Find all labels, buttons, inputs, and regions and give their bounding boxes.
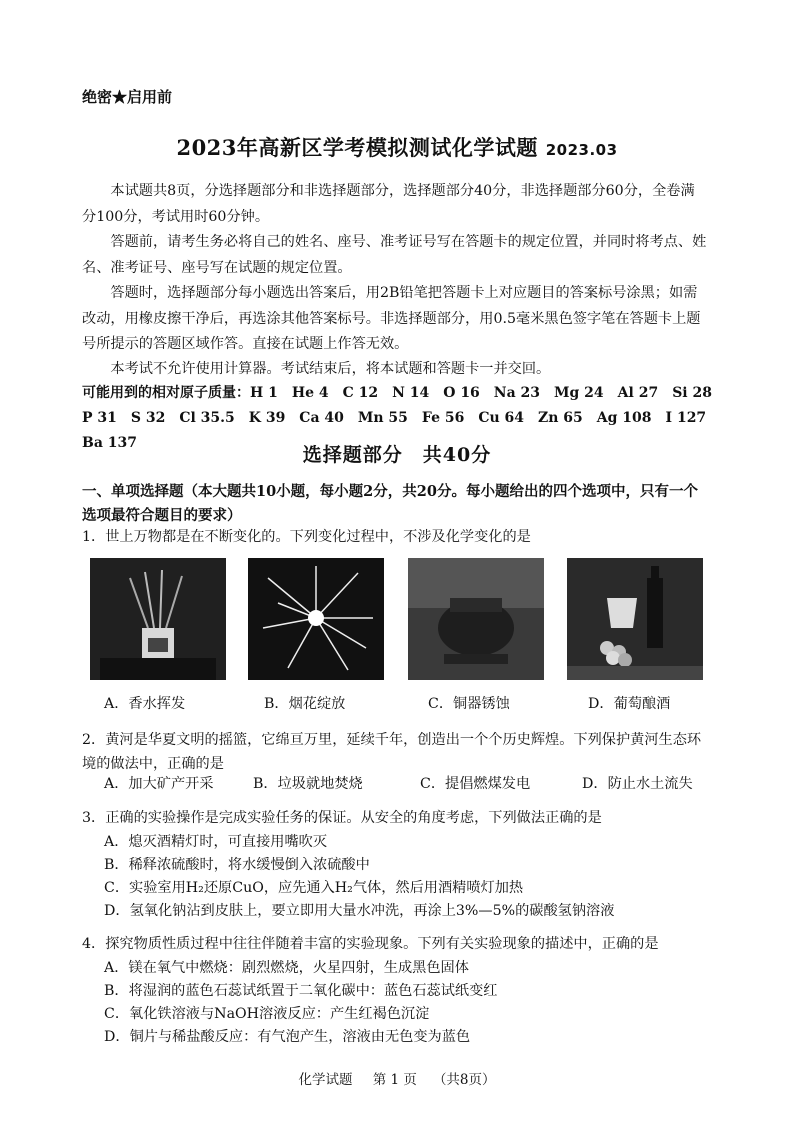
question-2-option-d: D．防止水土流失 [582, 776, 693, 792]
question-4-option-a: A．镁在氧气中燃烧：剧烈燃烧，火星四射，生成黑色固体 [104, 960, 469, 976]
secret-label: 绝密★启用前 [82, 88, 173, 106]
instruction-paragraph-4: 本考试不允许使用计算器。考试结束后，将本试题和答题卡一并交回。 [110, 361, 551, 377]
question-1-stem: 1．世上万物都是在不断变化的。下列变化过程中，不涉及化学变化的是 [82, 529, 531, 545]
footer-page-number: 第 1 页 [372, 1072, 417, 1088]
question-4-option-c: C．氧化铁溶液与NaOH溶液反应：产生红褐色沉淀 [104, 1006, 430, 1022]
footer-total-pages: （共8页） [432, 1072, 496, 1088]
question-2-option-c: C．提倡燃煤发电 [420, 776, 531, 792]
question-3-option-d: D．氢氧化钠沾到皮肤上，要立即用大量水冲洗，再涂上3%—5%的碳酸氢钠溶液 [104, 903, 615, 919]
question-4-option-d: D．铜片与稀盐酸反应：有气泡产生，溶液由无色变为蓝色 [104, 1029, 471, 1045]
fireworks-photo [248, 558, 384, 680]
bronze-vessel-icon [408, 558, 544, 680]
atomic-masses-line-1: 可能用到的相对原子质量：H 1 He 4 C 12 N 14 O 16 Na 23 Mg 24 Al 27 Si 28 [82, 385, 712, 401]
page-footer [0, 1068, 794, 1088]
title-date: 2023.03 [545, 141, 618, 159]
question-3-stem: 3．正确的实验操作是完成实验任务的保证。从安全的角度考虑，下列做法正确的是 [82, 810, 602, 826]
bronze-photo [408, 558, 544, 680]
title-text: 2023年高新区学考模拟测试化学试题 [176, 135, 538, 160]
grapes-wine-icon [567, 558, 703, 680]
perfume-photo [90, 558, 226, 680]
wine-photo [567, 558, 703, 680]
question-1-option-a: A．香水挥发 [104, 696, 186, 712]
instruction-paragraph-2: 答题前，请考生务必将自己的姓名、座号、准考证号写在答题卡的规定位置，并同时将考点、姓名、准考证号、座号写在试题的规定位置。 [82, 234, 707, 276]
fireworks-icon [248, 558, 384, 680]
perfume-bottle-icon [90, 558, 226, 680]
instruction-paragraph-3: 答题时，选择题部分每小题选出答案后，用2B铅笔把答题卡上对应题目的答案标号涂黑；如需改动，用橡皮擦干净后，再选涂其他答案标号。非选择题部分，用0.5毫米黑色签字笔在答题卡上题号所提示的答题区域作答。直接在试题上作答无效。 [82, 285, 701, 352]
question-2-option-b: B．垃圾就地焚烧 [253, 776, 363, 792]
question-2-option-a: A．加大矿产开采 [104, 776, 214, 792]
question-3-option-b: B．稀释浓硫酸时，将水缓慢倒入浓硫酸中 [104, 857, 370, 873]
question-3-option-c: C．实验室用H₂还原CuO，应先通入H₂气体，然后用酒精喷灯加热 [104, 880, 524, 896]
footer-subject: 化学试题 [298, 1072, 353, 1088]
question-4-stem: 4．探究物质性质过程中往往伴随着丰富的实验现象。下列有关实验现象的描述中，正确的是 [82, 936, 659, 952]
question-1-option-c: C．铜器锈蚀 [428, 696, 510, 712]
section-intro: 一、单项选择题（本大题共10小题，每小题2分，共20分。每小题给出的四个选项中，只有一个选项最符合题目的要求） [82, 483, 698, 524]
atomic-masses-line-2: P 31 S 32 Cl 35.5 K 39 Ca 40 Mn 55 Fe 56 Cu 64 Zn 65 Ag 108 I 127 Ba 137 [82, 410, 721, 451]
question-2-stem: 2．黄河是华夏文明的摇篮，它绵亘万里，延续千年，创造出一个个历史辉煌。下列保护黄河生态环境的做法中，正确的是 [82, 732, 702, 772]
question-3-option-a: A．熄灭酒精灯时，可直接用嘴吹灭 [104, 834, 328, 850]
instruction-paragraph-1: 本试题共8页，分选择题部分和非选择题部分，选择题部分40分，非选择题部分60分，全卷满分100分，考试用时60分钟。 [82, 183, 695, 225]
question-1-option-b: B．烟花绽放 [264, 696, 346, 712]
question-4-option-b: B．将湿润的蓝色石蕊试纸置于二氧化碳中：蓝色石蕊试纸变红 [104, 983, 498, 999]
section-title: 选择题部分 共40分 [302, 444, 492, 466]
question-1-option-d: D．葡萄酿酒 [588, 696, 671, 712]
page-title [0, 132, 794, 162]
